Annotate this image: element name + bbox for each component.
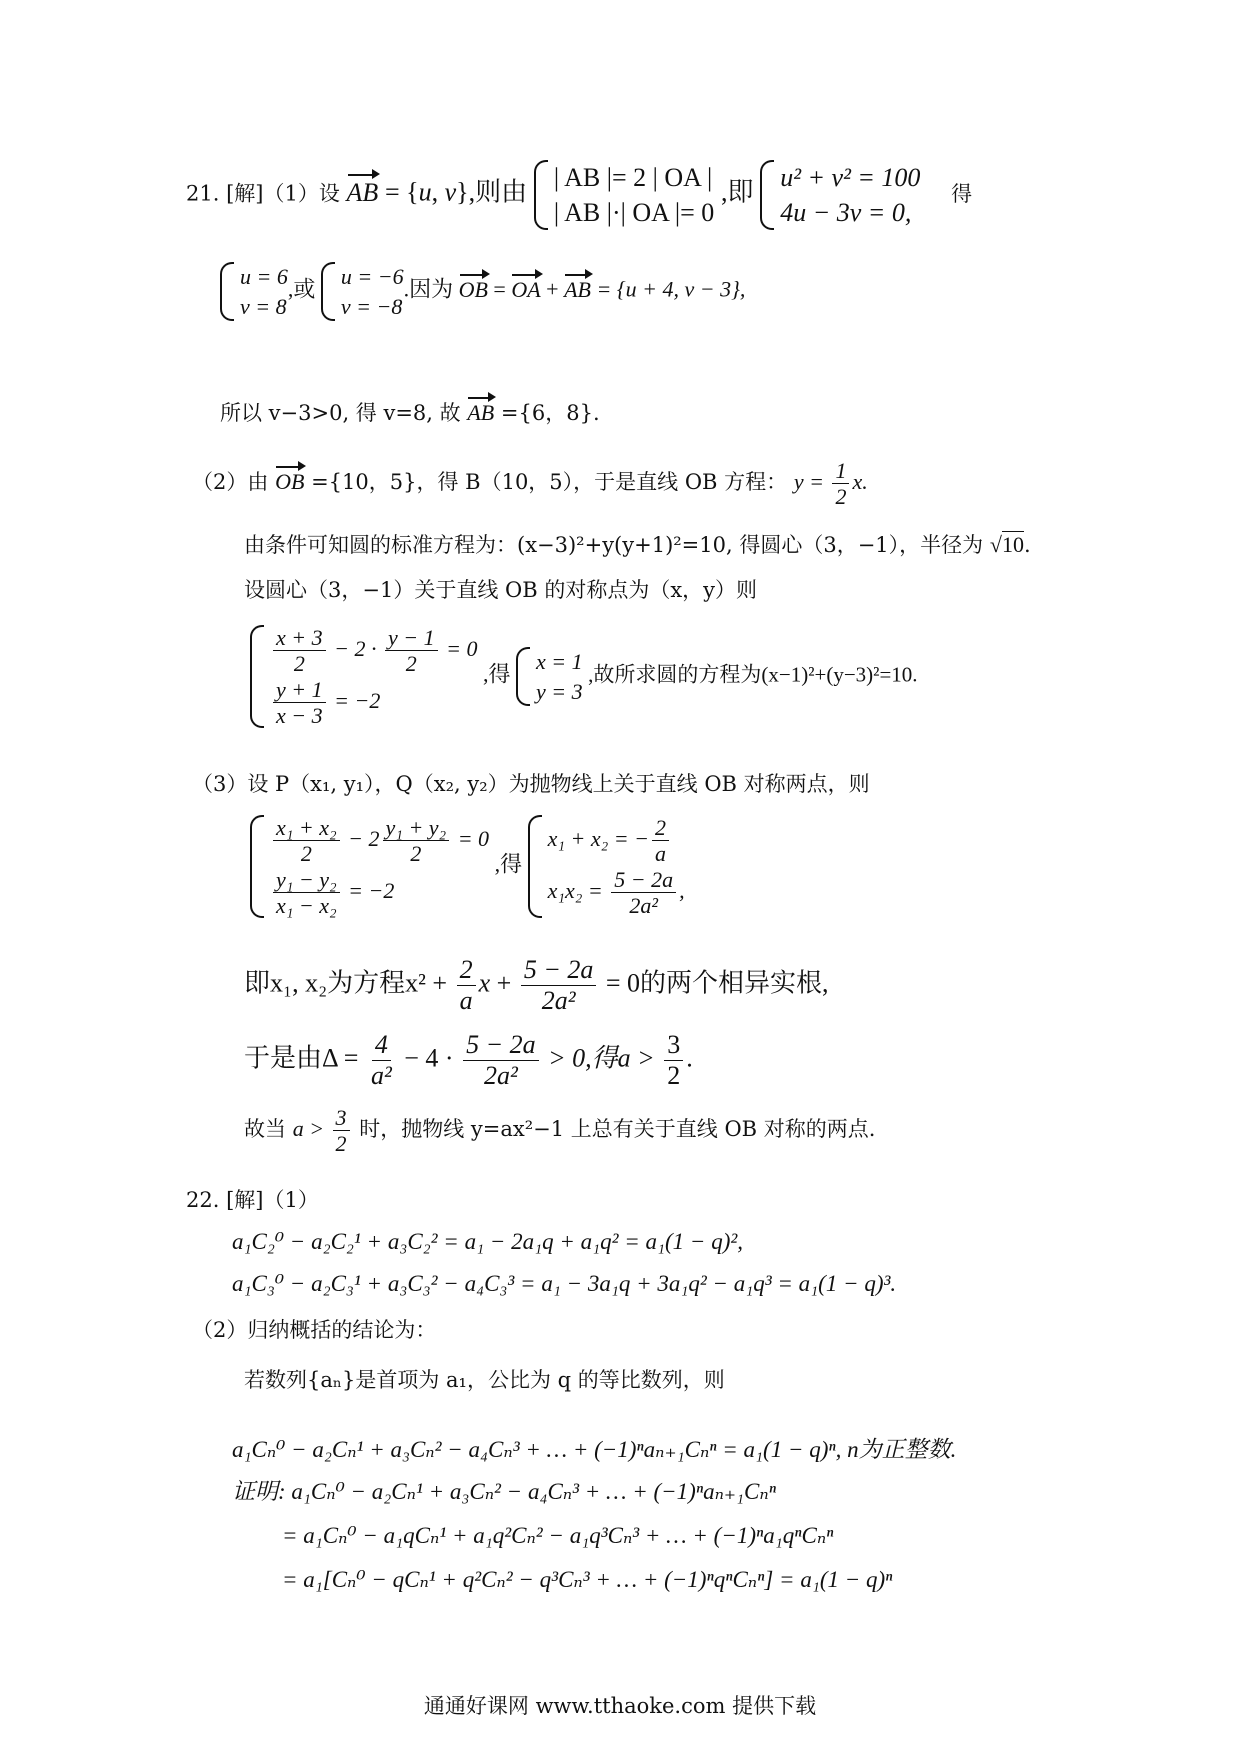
sum-result: = {u + 4, v − 3}, [596,276,746,302]
sqrt-10: √10 [989,532,1024,557]
symmetry-x: x = 1 [535,648,583,674]
q21-then: ,则由 [468,177,528,207]
solution-1 [220,262,288,321]
q21-part2-line1 [192,458,868,510]
vector-ab-set: = {u, v} [384,177,469,207]
q22-proof-1: 证明: a₁Cₙ⁰ − a₂Cₙ¹ + a₃Cₙ² − a₄Cₙ³ + … + (−1)ⁿaₙ₊₁Cₙⁿ [232,1479,776,1504]
solution-1-u: u = 6 [240,264,288,289]
condition-length: | AB |= 2 | OA | [553,163,713,192]
delta-frac-3: $\frac{3}{2}$ [664,1030,683,1091]
q22-proof-2: = a₁Cₙ⁰ − a₁qCₙ¹ + a₁q²Cₙ² − a₁q³Cₙ³ + … + (−1)ⁿa₁qⁿCₙⁿ [282,1523,834,1548]
symmetry-eq-2: $\frac{y + 1}{x - 3}$ = −2 [270,677,477,729]
q21-so: 所以 v−3>0, 得 v=8, 故 [220,401,461,425]
line-ob-equation: y = $\frac{1}{2}$ x. [793,458,868,510]
vector-ab-2: AB [564,276,591,302]
symmetry-y: y = 3 [535,678,583,704]
q21-part3-roots: 即x₁, x₂为方程x² + $\frac{2}{a}$ x + $\frac{5 - 2a}{\text{2a²}}$ = 0的两个相异实根, [244,955,829,1015]
system-uv [760,160,920,230]
q21-or: ,或 [287,276,316,302]
conclusion-text-b: 时，抛物线 y=ax²−1 上总有关于直线 OB 对称的两点. [359,1116,876,1141]
solution-2 [321,262,404,321]
q21-line1 [186,160,972,230]
solution-1-v: v = 8 [240,293,287,319]
part2-line-ob: ={10，5}，得 B（10，5），于是直线 OB 方程： [311,469,788,494]
solution-2-u: u = −6 [340,264,404,289]
vector-ab-value: ={6，8}. [500,401,600,425]
delta-text-b: > 0,得a > [548,1043,655,1073]
q22-eq2: a₁C₃⁰ − a₂C₃¹ + a₃C₃² − a₄C₃³ = a₁ − 3a₁q + 3a₁q² − a₁q³ = a₁(1 − q)³. [232,1271,897,1296]
circle-equation-text: 由条件可知圆的标准方程为：(x−3)²+y(y+1)²=10, 得圆心（3，−1），半径为 [244,533,984,557]
q21-part2-symmetric: 设圆心（3，−1）关于直线 OB 的对称点为（x，y）则 [244,578,758,602]
roots-frac-1: $\frac{2}{a}$ [457,955,476,1016]
q21-line3 [220,400,600,426]
vector-ob: OB [458,276,488,302]
pq-system [250,815,489,918]
q22-condition: 若数列{aₙ}是首项为 a₁，公比为 q 的等比数列，则 [244,1368,725,1392]
vector-ab: AB [346,177,379,207]
conclusion-condition: a > $\frac{3}{2}$ [293,1116,353,1141]
vector-ob-2: OB [275,468,305,494]
eq-uv-2: 4u − 3v = 0, [780,198,912,228]
eq-uv-1: u² + v² = 100 [780,163,921,192]
part2-by: （2）由 [192,469,269,494]
q22-general-eq: a₁Cₙ⁰ − a₂Cₙ¹ + a₃Cₙ² − a₄Cₙ³ + … + (−1)ⁿaₙ₊₁Cₙⁿ = a₁(1 − q)ⁿ, n为正整数. [232,1437,957,1462]
q21-ji: ,即 [721,177,754,207]
delta-text-a: 于是由Δ = [244,1043,359,1073]
page-footer: 通通好课网 www.tthaoke.com 提供下载 [423,1694,817,1718]
symmetry-eq-1: $\frac{x + 3}{2}$ − 2 · $\frac{y - 1}{2}$ = 0 [270,625,477,677]
q21-line2: u = 6 v = 8 ,或 u = −6 v = −8 .因为 OB = OA + AB = {u + 4, v − 3}, [220,262,745,321]
symmetry-system [250,625,477,728]
q22-proof-3: = a₁[Cₙ⁰ − qCₙ¹ + q²Cₙ² − q³Cₙ³ + … + (−1)ⁿqⁿCₙⁿ] = a₁(1 − q)ⁿ [282,1567,893,1592]
symmetry-solution [516,647,583,706]
condition-perpendicular: | AB |·| OA |= 0 [553,198,715,228]
q21-part2-circle: 由条件可知圆的标准方程为：(x−3)²+y(y+1)²=10, 得圆心（3，−1），半径为 √10. [244,532,1031,557]
q21-because: .因为 [403,276,454,302]
roots-text-a: 即x₁, x₂为方程x² + [244,968,448,998]
conclusion-text-a: 故当 [244,1116,286,1141]
pq-solution [528,815,685,918]
pq-get: ,得 [494,851,523,877]
q21-part3-intro: （3）设 P（x₁, y₁），Q（x₂, y₂）为抛物线上关于直线 OB 对称两点，则 [192,772,870,796]
q21-part3-delta: 于是由Δ = $\frac{4}{\text{a²}}$ − 4 · $\frac{5 - 2a}{\text{2a²}}$ > 0,得a > $\frac{3}{2}$ . [244,1030,693,1090]
delta-frac-1: $\frac{4}{\text{a²}}$ [370,1030,392,1090]
q21-de: 得 [951,181,973,206]
q21-part2-system [250,625,918,728]
q21-head: 21. [解]（1）设 [186,181,340,206]
pq-eq-2: $\frac{\text{y₁ − y₂}}{\text{x₁ − x₂}}$ = −2 [270,867,489,919]
circle-result: ,故所求圆的方程为(x−1)²+(y−3)²=10. [588,662,918,687]
system-condition [534,160,714,230]
pq-product: x₁x₂ = $\frac{5 - 2a}{\text{2a²}}$ , [547,866,685,918]
delta-frac-2: $\frac{5 - 2a}{\text{2a²}}$ [463,1030,539,1091]
q21-part3-conclusion [244,1105,875,1157]
solution-2-v: v = −8 [340,293,403,319]
roots-frac-2: $\frac{5 - 2a}{\text{2a²}}$ [521,955,597,1016]
q22-head: 22. [解]（1） [186,1188,319,1212]
pq-eq-1: $\frac{\text{x₁ + x₂}}{2}$ − 2 $\frac{\text{y₁ + y₂}}{2}$ = 0 [270,815,489,867]
symmetry-get: ,得 [482,661,511,687]
q22-eq1: a₁C₂⁰ − a₂C₂¹ + a₃C₂² = a₁ − 2a₁q + a₁q² = a₁(1 − q)², [232,1229,743,1254]
pq-sum: x₁ + x₂ = − $\frac{2}{a}$ [548,815,685,867]
vector-ab-3: AB [467,400,495,425]
q21-part3-system [250,815,685,918]
vector-oa: OA [511,276,541,302]
q22-part2: （2）归纳概括的结论为： [192,1318,437,1342]
roots-text-b: = 0的两个相异实根, [605,968,829,998]
